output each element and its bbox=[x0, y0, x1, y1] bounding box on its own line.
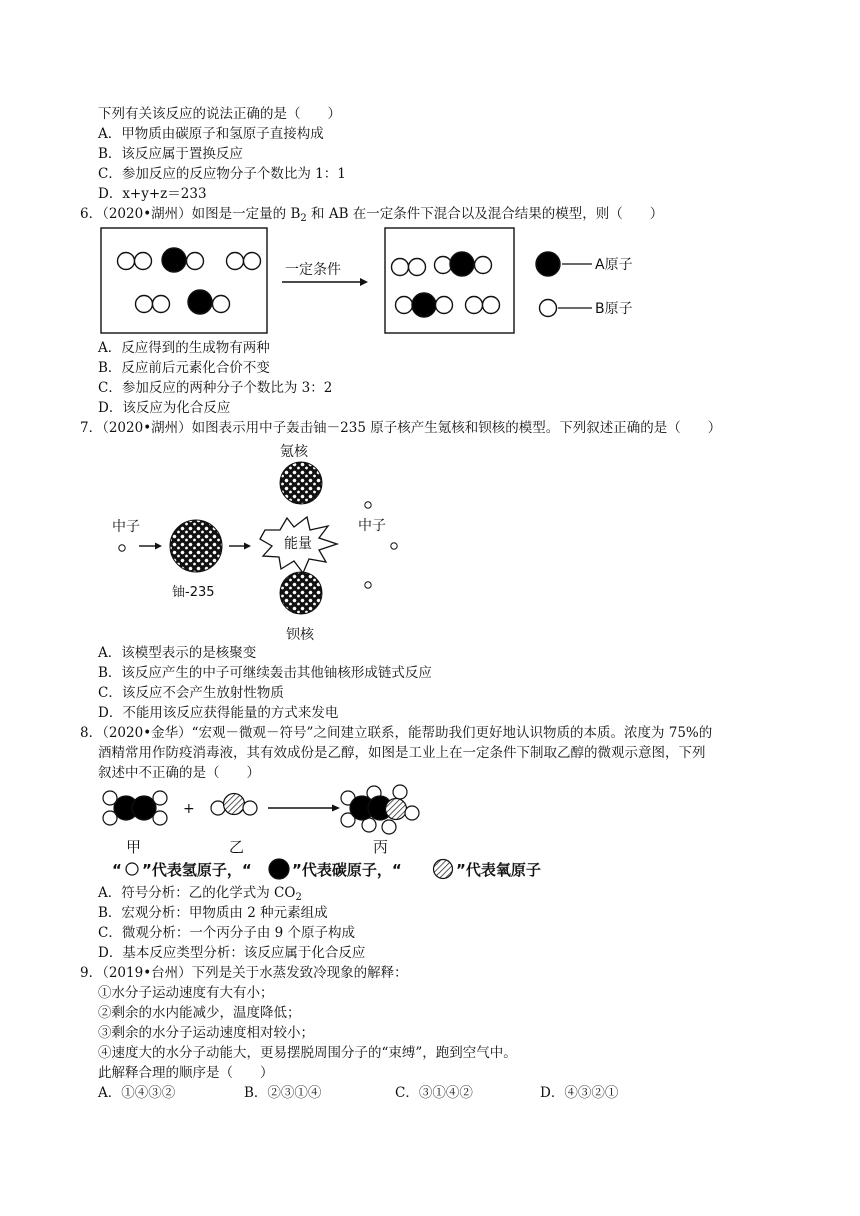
q6-legend-b: B原子 bbox=[595, 301, 633, 317]
q6-option-b: B．反应前后元素化合价不变 bbox=[98, 360, 270, 376]
q9-ask: 此解释合理的顺序是（ ） bbox=[98, 1065, 274, 1081]
q9-choice-b: B．②③①④ bbox=[244, 1085, 322, 1101]
q9-choice-c: C．③①④② bbox=[395, 1085, 473, 1101]
q8-legend-text-4: ”代表氧原子 bbox=[456, 861, 541, 879]
q5-option-b: B．该反应属于置换反应 bbox=[98, 146, 243, 162]
q8-stem-line1: 8．（2020•金华）“宏观－微观－符号”之间建立联系，能帮助我们更好地认识物质的本质。浓度为 75%的 bbox=[80, 725, 713, 741]
q9-item-4: ④速度大的水分子动能大，更易摆脱周围分子的“束缚”，跑到空气中。 bbox=[98, 1045, 517, 1061]
q7-energy-label: 能量 bbox=[284, 536, 312, 552]
q9-item-3: ③剩余的水分子运动速度相对较小； bbox=[98, 1025, 314, 1041]
q8-option-d: D．基本反应类型分析：该反应属于化合反应 bbox=[98, 945, 366, 961]
q5-option-d: D．x+y+z＝233 bbox=[98, 186, 207, 202]
q6-stem: 6．（2020•湖州）如图是一定量的 $B_2$ 和 AB 在一定条件下混合以及混合结果的模型，则（ ） bbox=[80, 206, 664, 224]
krypton-nucleus bbox=[280, 462, 322, 504]
q8-option-b: B．宏观分析：甲物质由 2 种元素组成 bbox=[98, 905, 328, 921]
q8-stem-line3: 叙述中不正确的是（ ） bbox=[98, 765, 260, 781]
released-neutron bbox=[391, 543, 397, 549]
q6-reaction-diagram bbox=[96, 226, 656, 338]
q7-krypton-label: 氪核 bbox=[280, 444, 308, 460]
q8-label-yi: 乙 bbox=[229, 838, 245, 856]
q8-label-bing: 丙 bbox=[373, 838, 389, 856]
q7-stem: 7．（2020•湖州）如图表示用中子轰击铀－235 原子核产生氪核和钡核的模型。下列叙述正确的是（ ） bbox=[80, 420, 722, 436]
incoming-neutron bbox=[119, 545, 125, 551]
uranium-nucleus bbox=[170, 520, 222, 572]
q6-legend-a: A原子 bbox=[595, 257, 633, 273]
q8-label-jia: 甲 bbox=[126, 838, 142, 856]
q8-legend-text-3: ”代表碳原子，“ bbox=[292, 861, 402, 879]
q5-option-c: C．参加反应的反应物分子个数比为 1：1 bbox=[98, 166, 346, 182]
q8-reaction-diagram bbox=[96, 780, 596, 880]
barium-nucleus bbox=[280, 572, 322, 614]
q7-barium-label: 钡核 bbox=[286, 627, 314, 643]
q7-option-a: A．该模型表示的是核聚变 bbox=[98, 645, 257, 661]
q6-option-d: D．该反应为化合反应 bbox=[98, 400, 231, 416]
q7-option-d: D．不能用该反应获得能量的方式来发电 bbox=[98, 705, 339, 721]
q8-option-a: A．符号分析：乙的化学式为 $CO_2$ bbox=[98, 885, 302, 903]
q7-option-c: C．该反应不会产生放射性物质 bbox=[98, 685, 284, 701]
q8-legend-text-2: ”代表氢原子，“ bbox=[142, 861, 252, 879]
q7-neutron-right-label: 中子 bbox=[358, 518, 386, 534]
released-neutron bbox=[365, 582, 371, 588]
q7-option-b: B．该反应产生的中子可继续轰击其他铀核形成链式反应 bbox=[98, 665, 432, 681]
q5-stem: 下列有关该反应的说法正确的是（ ） bbox=[98, 106, 341, 122]
q6-arrow-label: 一定条件 bbox=[285, 262, 341, 278]
q9-choice-d: D．④③②① bbox=[540, 1085, 619, 1101]
q5-option-a: A．甲物质由碳原子和氢原子直接构成 bbox=[98, 126, 324, 142]
q8-stem-line2: 酒精常用作防疫消毒液，其有效成份是乙醇，如图是工业上在一定条件下制取乙醇的微观示意图，下列 bbox=[98, 745, 706, 761]
q7-fission-diagram bbox=[100, 438, 420, 648]
released-neutron bbox=[365, 502, 371, 508]
q6-option-a: A．反应得到的生成物有两种 bbox=[98, 340, 270, 356]
q9-choice-a: A．①④③② bbox=[98, 1085, 176, 1101]
q7-neutron-left-label: 中子 bbox=[112, 519, 140, 535]
q9-stem: 9．（2019•台州）下列是关于水蒸发致冷现象的解释： bbox=[80, 965, 408, 981]
q8-option-c: C．微观分析：一个丙分子由 9 个原子构成 bbox=[98, 925, 356, 941]
q8-plus-sign: + bbox=[183, 801, 195, 817]
q9-item-1: ①水分子运动速度有大有小； bbox=[98, 985, 274, 1001]
q7-uranium-label: 铀-235 bbox=[172, 585, 215, 600]
q8-legend-text-1: “ bbox=[112, 861, 122, 879]
q9-item-2: ②剩余的水内能减少，温度降低； bbox=[98, 1005, 301, 1021]
q6-option-c: C．参加反应的两种分子个数比为 3：2 bbox=[98, 380, 333, 396]
